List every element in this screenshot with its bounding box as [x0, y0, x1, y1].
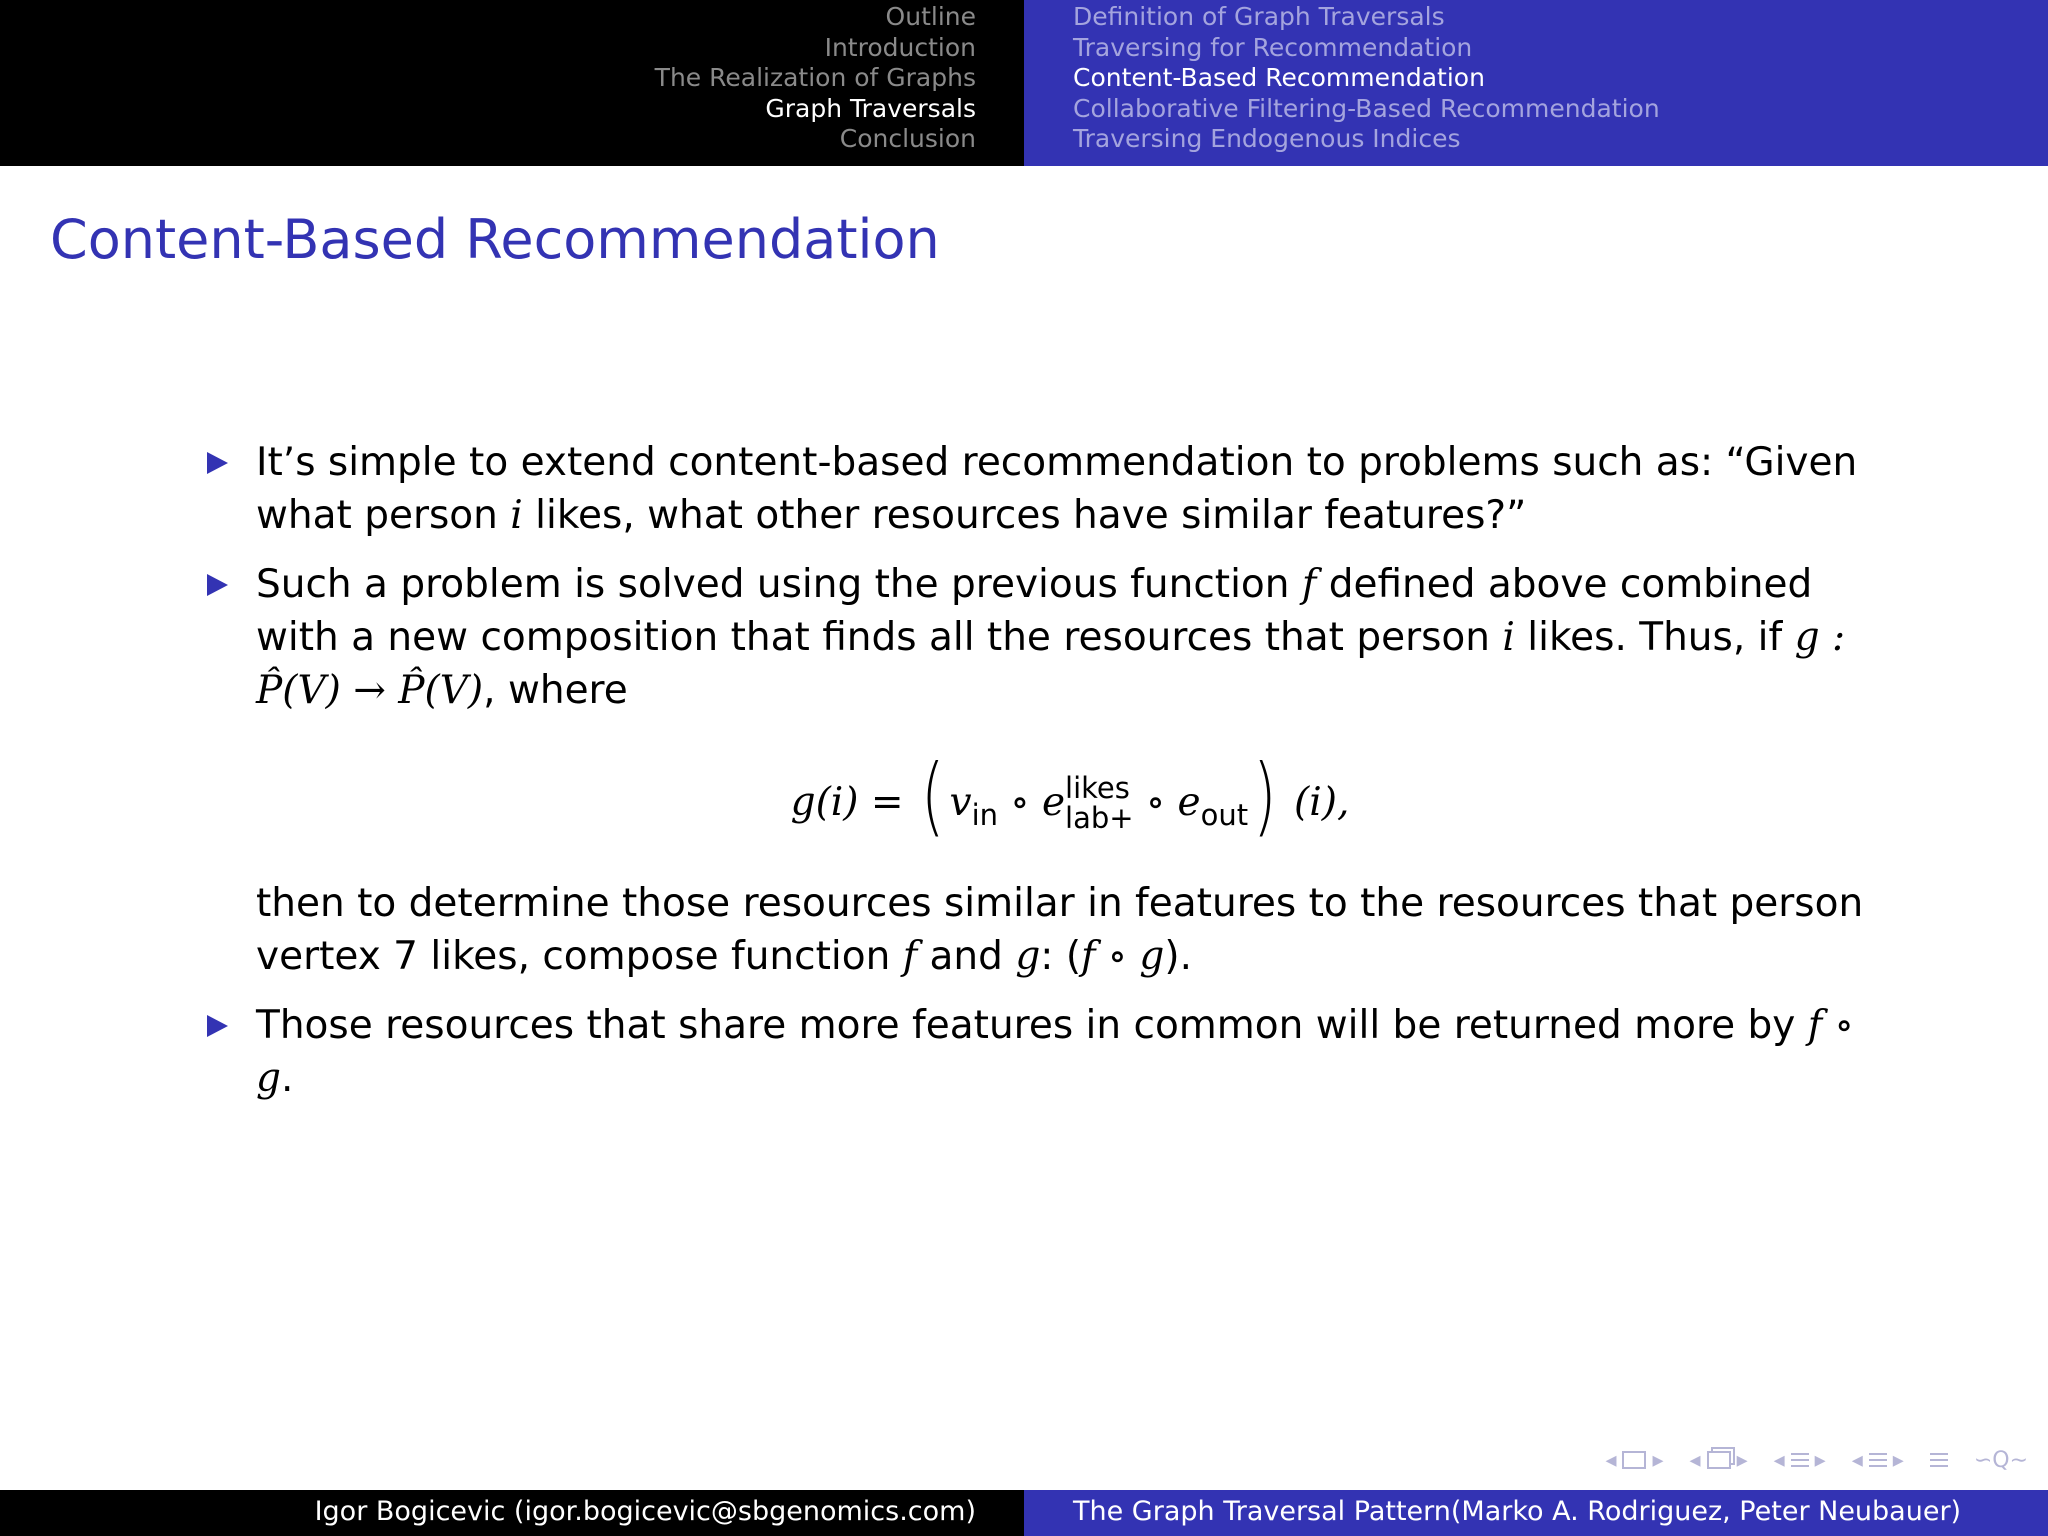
section-item-graph-traversals[interactable]: Graph Traversals	[765, 93, 976, 123]
document-lines-icon	[1869, 1453, 1887, 1467]
section-nav[interactable]	[1774, 1448, 1826, 1473]
math-var-i: i	[510, 493, 523, 538]
math-var-g: g	[1794, 615, 1820, 660]
frame-nav[interactable]	[1605, 1448, 1663, 1473]
footer-author-panel	[0, 1490, 1024, 1536]
bullet-triangle-icon	[207, 452, 228, 474]
math-composition: f ∘ g	[1081, 934, 1165, 979]
subsection-item-endogenous-indices[interactable]: Traversing Endogenous Indices	[1073, 124, 1461, 154]
bullet-text: .	[280, 1056, 294, 1101]
frame-icon	[1622, 1451, 1646, 1469]
footer-bar	[0, 1490, 2048, 1536]
header-bar	[0, 0, 2048, 166]
document-next-icon[interactable]: ▸	[1892, 1447, 1904, 1473]
footer-title-panel	[1024, 1490, 2048, 1536]
section-lines-icon	[1791, 1453, 1809, 1467]
section-item-conclusion[interactable]: Conclusion	[839, 124, 976, 154]
frame-next-icon[interactable]: ▸	[1652, 1447, 1664, 1473]
bullet-item	[204, 436, 1884, 542]
bullet-text: Such a problem is solved using the previous function	[256, 562, 1302, 607]
equation-compose-e: ∘ e	[1133, 780, 1201, 825]
section-nav-panel	[0, 0, 1024, 166]
slide-body	[204, 436, 1884, 1121]
math-composition: f ∘ g	[256, 1003, 1854, 1101]
document-nav[interactable]	[1852, 1448, 1904, 1473]
equation-lhs: g(i) =	[790, 780, 904, 825]
equation-v: v	[949, 780, 972, 825]
subsection-next-icon[interactable]: ▸	[1736, 1447, 1748, 1473]
bullet-text: likes. Thus, if	[1514, 615, 1795, 660]
frame-prev-icon[interactable]: ◂	[1605, 1447, 1617, 1473]
equation-sub-out: out	[1200, 798, 1249, 832]
footer-talk-title: The Graph Traversal Pattern(Marko A. Rodriguez, Peter Neubauer)	[1073, 1496, 1962, 1527]
bullet-text: likes, what other resources have similar features?”	[522, 493, 1527, 538]
equation-right-paren: )	[1253, 746, 1277, 846]
equation-argument: (i),	[1294, 780, 1350, 825]
subsection-item-content-based[interactable]: Content-Based Recommendation	[1073, 63, 1485, 93]
bullet-item	[204, 999, 1884, 1105]
subsection-nav[interactable]	[1690, 1448, 1748, 1473]
section-next-icon[interactable]: ▸	[1814, 1447, 1826, 1473]
bullet-triangle-icon	[207, 574, 228, 596]
bullet-text: Those resources that share more features in common will be returned more by	[256, 1003, 1808, 1048]
bullet-item	[204, 558, 1884, 983]
equation-sub-lab: lab+	[1065, 800, 1134, 835]
math-var-g: g	[1015, 934, 1041, 979]
math-var-f: f	[1301, 562, 1317, 607]
subsection-nav-panel	[1024, 0, 2048, 166]
document-prev-icon[interactable]: ◂	[1851, 1447, 1863, 1473]
search-icon[interactable]: ∽Q∼	[1973, 1447, 2028, 1473]
section-item-outline[interactable]: Outline	[885, 2, 976, 31]
section-item-realization-of-graphs[interactable]: The Realization of Graphs	[654, 63, 976, 93]
equation-compose-e: ∘ e	[998, 780, 1066, 825]
subsection-item-traversing-recommendation[interactable]: Traversing for Recommendation	[1073, 32, 1473, 62]
subsection-stack-icon	[1707, 1451, 1731, 1469]
footer-author: Igor Bogicevic (igor.bogicevic@sbgenomics.com)	[314, 1496, 976, 1527]
search-nav[interactable]	[1974, 1448, 2028, 1473]
appendix-lines-icon[interactable]	[1930, 1453, 1948, 1467]
subsection-item-collaborative-filtering[interactable]: Collaborative Filtering-Based Recommendation	[1073, 93, 1660, 123]
section-list	[655, 2, 976, 155]
subsection-prev-icon[interactable]: ◂	[1689, 1447, 1701, 1473]
subsection-item-definition[interactable]: Definition of Graph Traversals	[1073, 2, 1445, 31]
equation-sup-likes: likes	[1065, 770, 1130, 805]
subsection-list	[1073, 2, 1660, 155]
equation-sub-in: in	[971, 798, 999, 832]
bullet-text: defined above combined with a new composition that finds all the resources that person	[256, 562, 1813, 660]
bullet-text: : (	[1040, 934, 1082, 979]
bullet-text: ).	[1164, 934, 1192, 979]
appendix-nav[interactable]	[1930, 1453, 1948, 1467]
bullet-text: , where	[483, 668, 628, 713]
beamer-navigation-bar	[1605, 1444, 2028, 1476]
math-signature: : P̂(V) → P̂(V)	[256, 615, 1846, 713]
section-prev-icon[interactable]: ◂	[1773, 1447, 1785, 1473]
bullet-text: It’s simple to extend content-based recommendation to problems such as: “Given what person	[256, 440, 1858, 538]
slide-title: Content-Based Recommendation	[50, 208, 940, 271]
bullet-triangle-icon	[207, 1015, 228, 1037]
math-var-i: i	[1502, 615, 1515, 660]
bullet-text: then to determine those resources similar in features to the resources that person vertex 7 likes, compose function	[256, 881, 1864, 979]
section-item-introduction[interactable]: Introduction	[824, 32, 976, 62]
math-var-f: f	[902, 934, 918, 979]
display-equation	[256, 746, 1884, 846]
equation-left-paren: (	[921, 746, 945, 846]
equation-supsub	[1065, 770, 1134, 835]
bullet-text: and	[917, 934, 1016, 979]
